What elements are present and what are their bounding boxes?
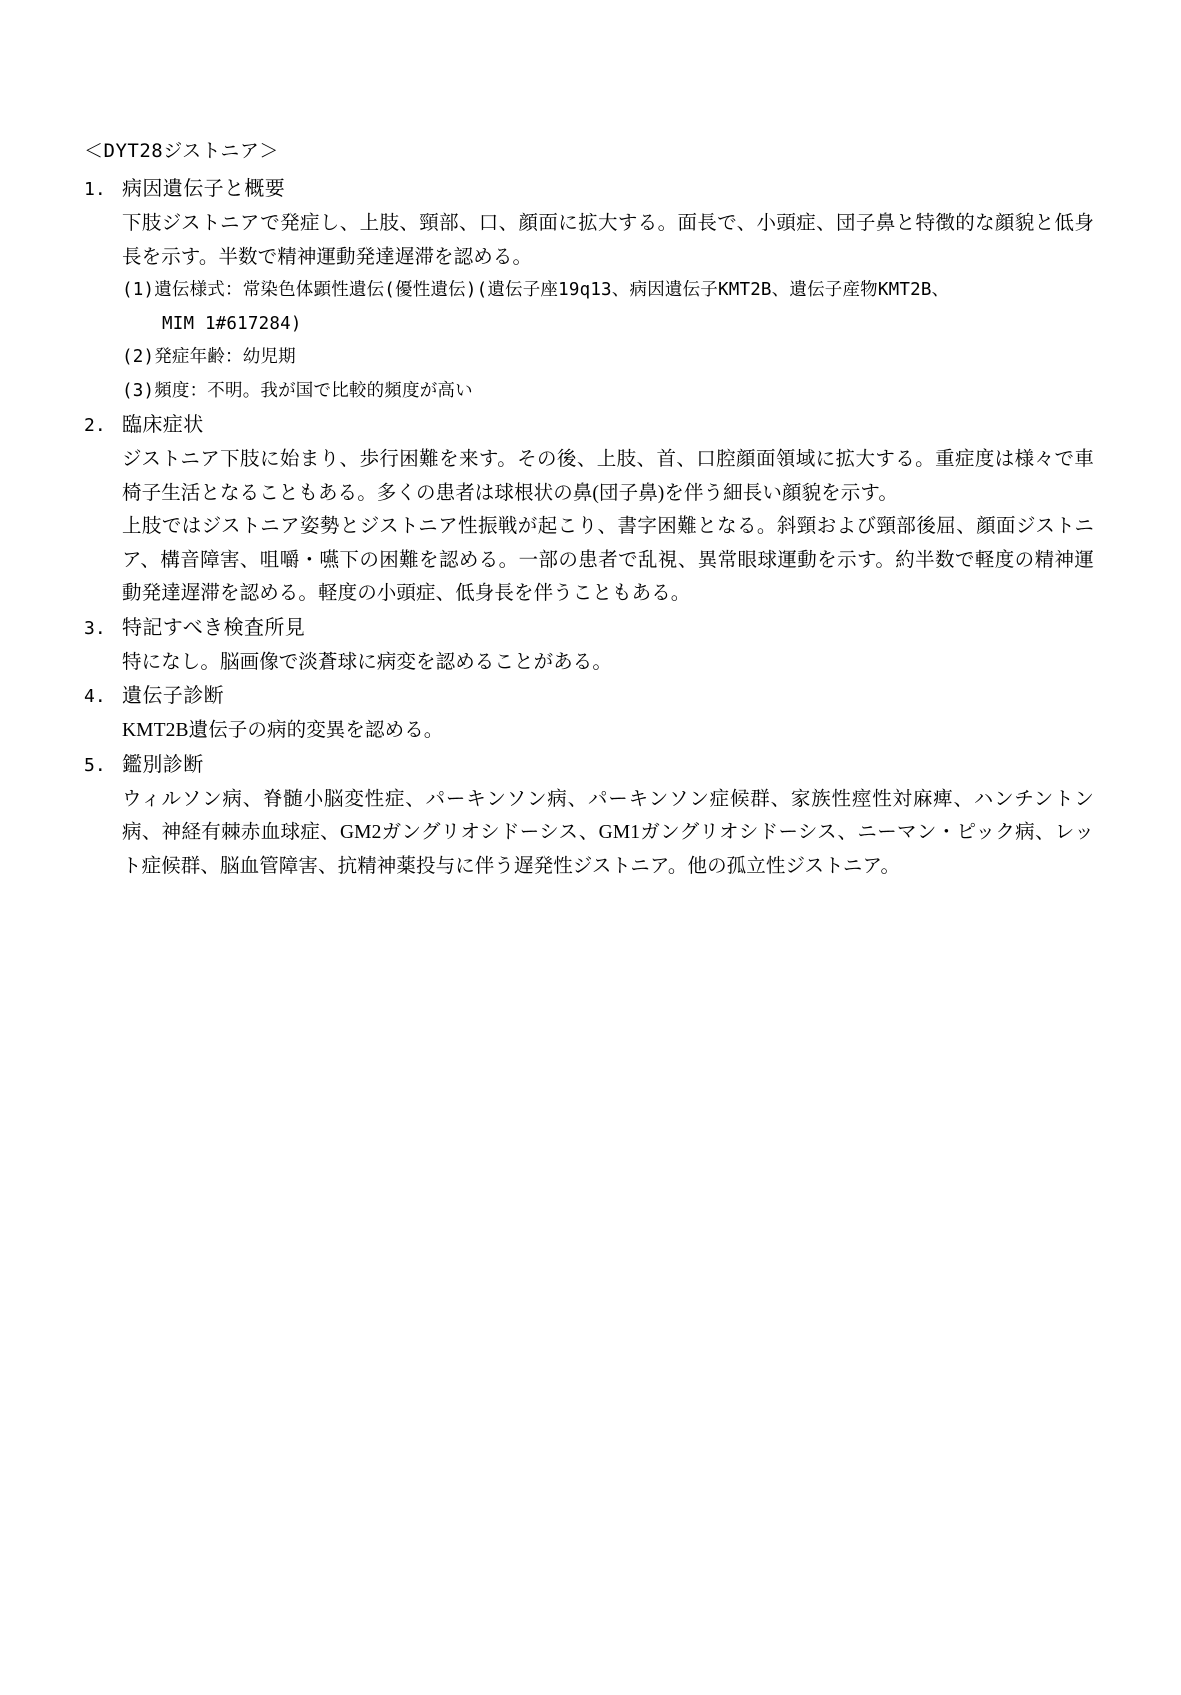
section-4-heading: 遺伝子診断 <box>122 685 224 707</box>
section-5 <box>84 748 1094 884</box>
section-4-header <box>84 679 1094 714</box>
section-1-paragraph-1: 下肢ジストニアで発症し、上肢、頸部、口、顔面に拡大する。面長で、小頭症、団子鼻と特徴的な顔貌と低身長を示す。半数で精神運動発達遅滞を認める。 <box>122 213 1094 268</box>
section-2-paragraph-1: ジストニア下肢に始まり、歩行困難を来す。その後、上肢、首、口腔顔面領域に拡大する。重症度は様々で車椅子生活となることもある。多くの患者は球根状の鼻(団子鼻)を伴う細長い顔貌を示す。 <box>122 449 1094 504</box>
sub-item-3-line1: (3)頻度：不明。我が国で比較的頻度が高い <box>122 380 473 401</box>
section-3-number: 3. <box>84 617 106 639</box>
section-3-paragraph-1: 特になし。脳画像で淡蒼球に病変を認めることがある。 <box>122 651 613 673</box>
section-2-number: 2. <box>84 415 106 436</box>
section-2-header <box>84 408 1094 443</box>
document-content <box>84 134 1094 883</box>
document-title: ＜DYT28ジストニア＞ <box>84 140 279 162</box>
sub-item-1 <box>122 274 1094 341</box>
section-1-sublist <box>122 274 1094 408</box>
section-1-heading: 病因遺伝子と概要 <box>122 178 286 200</box>
section-2 <box>84 408 1094 611</box>
sub-item-3 <box>122 375 1094 409</box>
section-5-header <box>84 748 1094 783</box>
section-1 <box>84 172 1094 408</box>
section-5-heading: 鑑別診断 <box>122 753 204 776</box>
section-3-header <box>84 611 1094 646</box>
section-2-body <box>122 443 1094 611</box>
section-5-paragraph-1: ウィルソン病、脊髄小脳変性症、パーキンソン病、パーキンソン症候群、家族性痙性対麻痺、ハンチントン病、神経有棘赤血球症、GM2ガングリオシドーシス、GM1ガングリオシドーシス、ニーマン・ピック病、レット症候群、脳血管障害、抗精神薬投与に伴う遅発性ジストニア。他の孤立性ジストニア。 <box>122 788 1094 877</box>
sub-item-1-line2: MIM 1#617284) <box>162 313 302 334</box>
section-5-body <box>122 783 1094 884</box>
section-1-number: 1. <box>84 179 106 200</box>
section-1-header <box>84 172 1094 207</box>
section-3 <box>84 611 1094 680</box>
section-4-number: 4. <box>84 686 106 707</box>
sub-item-1-line1: (1)遺伝様式：常染色体顕性遺伝(優性遺伝)(遺伝子座19q13、病因遺伝子KMT2B、遺伝子産物KMT2B、 <box>122 280 950 300</box>
sub-item-2-line1: (2)発症年齢：幼児期 <box>122 347 296 367</box>
section-1-body <box>122 207 1094 408</box>
section-4-body <box>122 714 1094 748</box>
section-2-paragraph-2: 上肢ではジストニア姿勢とジストニア性振戦が起こり、書字困難となる。斜頸および頸部後屈、顔面ジストニア、構音障害、咀嚼・嚥下の困難を認める。一部の患者で乱視、異常眼球運動を示す。約半数で軽度の精神運動発達遅滞を認める。軽度の小頭症、低身長を伴うこともある。 <box>122 516 1094 604</box>
section-2-heading: 臨床症状 <box>122 414 204 436</box>
sub-item-2 <box>122 341 1094 375</box>
section-4-paragraph-1: KMT2B遺伝子の病的変異を認める。 <box>122 720 444 741</box>
section-4 <box>84 679 1094 748</box>
section-3-heading: 特記すべき検査所見 <box>122 616 306 639</box>
section-3-body <box>122 646 1094 680</box>
section-5-number: 5. <box>84 754 106 776</box>
